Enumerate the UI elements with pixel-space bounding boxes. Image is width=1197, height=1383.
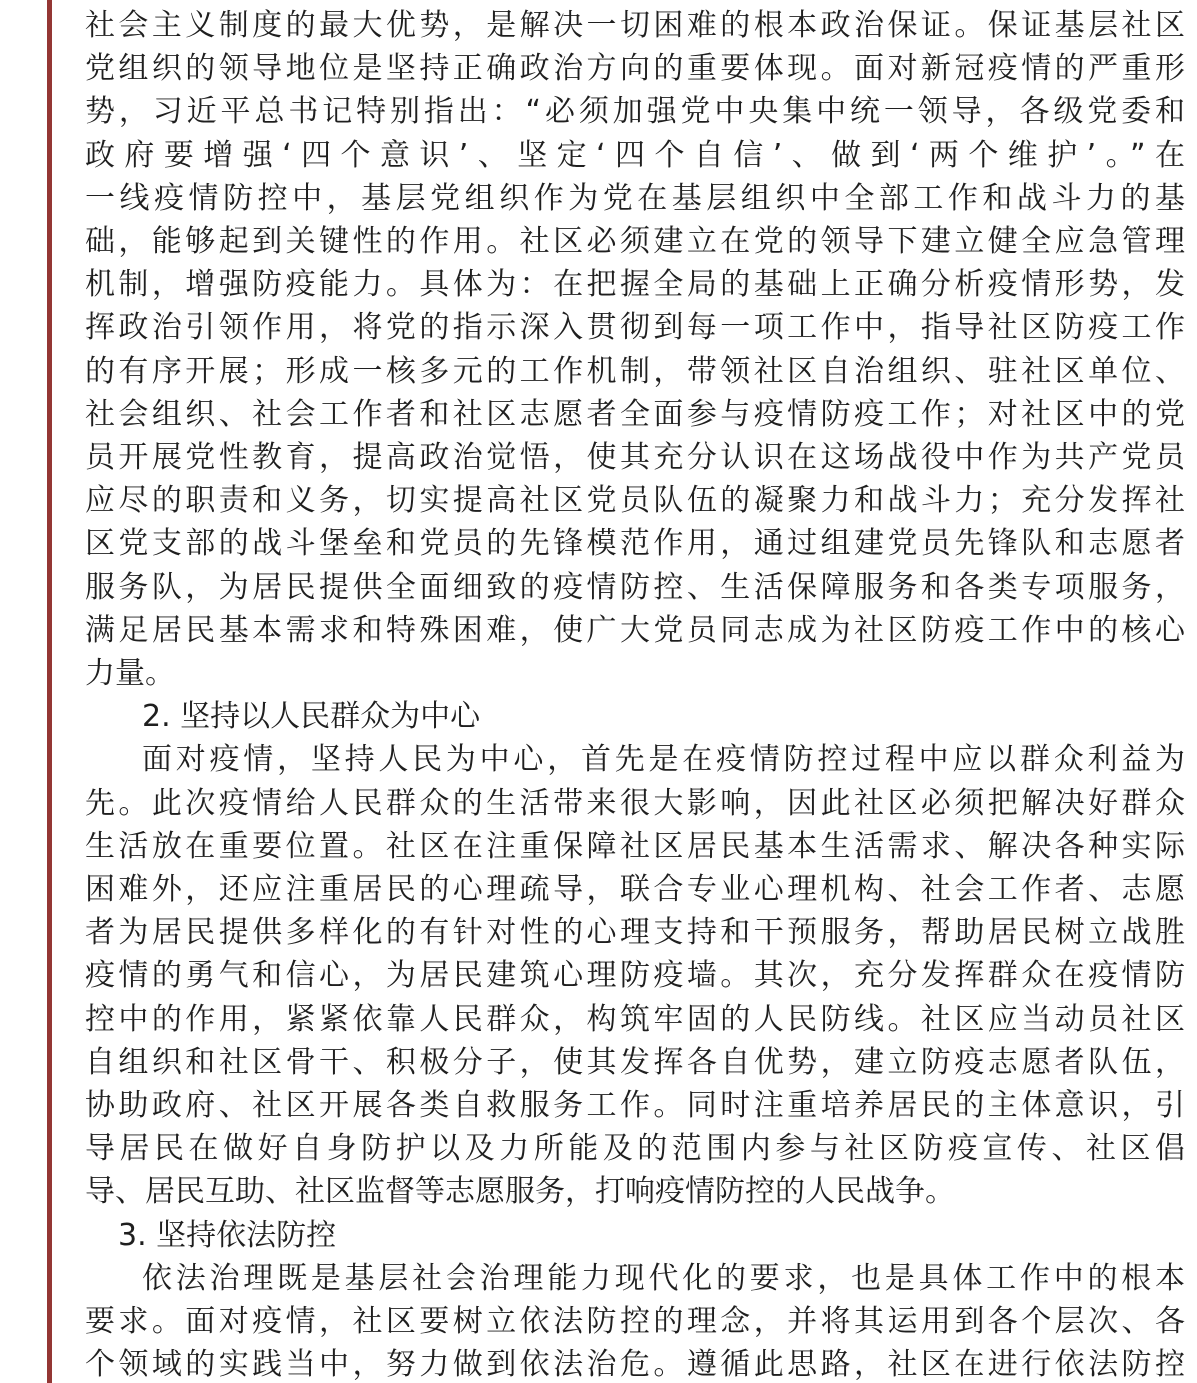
text-line: 依法治理既是基层社会治理能力现代化的要求，也是具体工作中的根本 [142, 1260, 1185, 1296]
text-line: 要求。面对疫情，社区要树立依法防控的理念，并将其运用到各个层次、各 [85, 1304, 1185, 1340]
text-line: 自组织和社区骨干、积极分子，使其发挥各自优势，建立防疫志愿者队伍， [85, 1044, 1185, 1080]
text-line: 3. 坚持依法防控 [118, 1217, 337, 1253]
text-line: 2. 坚持以人民群众为中心 [142, 699, 481, 735]
text-line: 个领域的实践当中，努力做到依法治危。遵循此思路，社区在进行依法防控 [85, 1347, 1185, 1383]
text-line: 先。此次疫情给人民群众的生活带来很大影响，因此社区必须把解决好群众 [85, 785, 1185, 821]
text-line: 党组织的领导地位是坚持正确政治方向的重要体现。面对新冠疫情的严重形 [85, 51, 1185, 87]
text-line: 力量。 [85, 656, 175, 692]
text-line: 生活放在重要位置。社区在注重保障社区居民基本生活需求、解决各种实际 [85, 828, 1185, 864]
text-line: 社会组织、社会工作者和社区志愿者全面参与疫情防疫工作；对社区中的党 [85, 396, 1185, 432]
text-line: 一线疫情防控中，基层党组织作为党在基层组织中全部工作和战斗力的基 [85, 180, 1185, 216]
text-line: 疫情的勇气和信心，为居民建筑心理防疫墙。其次，充分发挥群众在疫情防 [85, 958, 1185, 994]
text-line: 社会主义制度的最大优势，是解决一切困难的根本政治保证。保证基层社区 [85, 8, 1185, 43]
text-line: 势，习近平总书记特别指出：“必须加强党中央集中统一领导，各级党委和 [85, 94, 1185, 130]
text-line: 服务队，为居民提供全面细致的疫情防控、生活保障服务和各类专项服务， [85, 569, 1185, 605]
text-line: 满足居民基本需求和特殊困难，使广大党员同志成为社区防疫工作中的核心 [85, 612, 1185, 648]
text-line: 员开展党性教育，提高政治觉悟，使其充分认识在这场战役中作为共产党员 [85, 440, 1185, 476]
text-line: 困难外，还应注重居民的心理疏导，联合专业心理机构、社会工作者、志愿 [85, 872, 1185, 908]
text-line: 挥政治引领作用，将党的指示深入贯彻到每一项工作中，指导社区防疫工作 [85, 310, 1185, 346]
text-line: 控中的作用，紧紧依靠人民群众，构筑牢固的人民防线。社区应当动员社区 [85, 1001, 1185, 1037]
text-line: 导居民在做好自身防护以及力所能及的范围内参与社区防疫宣传、社区倡 [85, 1131, 1185, 1167]
text-line: 的有序开展；形成一核多元的工作机制，带领社区自治组织、驻社区单位、 [85, 353, 1185, 389]
text-line: 机制，增强防疫能力。具体为：在把握全局的基础上正确分析疫情形势，发 [85, 267, 1185, 303]
text-line: 础，能够起到关键性的作用。社区必须建立在党的领导下建立健全应急管理 [85, 224, 1185, 260]
text-line: 区党支部的战斗堡垒和党员的先锋模范作用，通过组建党员先锋队和志愿者 [85, 526, 1185, 562]
text-line: 应尽的职责和义务，切实提高社区党员队伍的凝聚力和战斗力；充分发挥社 [85, 483, 1185, 519]
left-border-bar [47, 0, 52, 1383]
document-text-block [85, 4, 1185, 1383]
text-line: 导、居民互助、社区监督等志愿服务，打响疫情防控的人民战争。 [85, 1174, 955, 1210]
text-line: 协助政府、社区开展各类自救服务工作。同时注重培养居民的主体意识，引 [85, 1088, 1185, 1124]
text-line: 政府要增强‘四个意识’、坚定‘四个自信’、做到‘两个维护’。”在 [85, 137, 1185, 173]
text-line: 面对疫情，坚持人民为中心，首先是在疫情防控过程中应以群众利益为 [142, 742, 1185, 778]
text-line: 者为居民提供多样化的有针对性的心理支持和干预服务，帮助居民树立战胜 [85, 915, 1185, 951]
